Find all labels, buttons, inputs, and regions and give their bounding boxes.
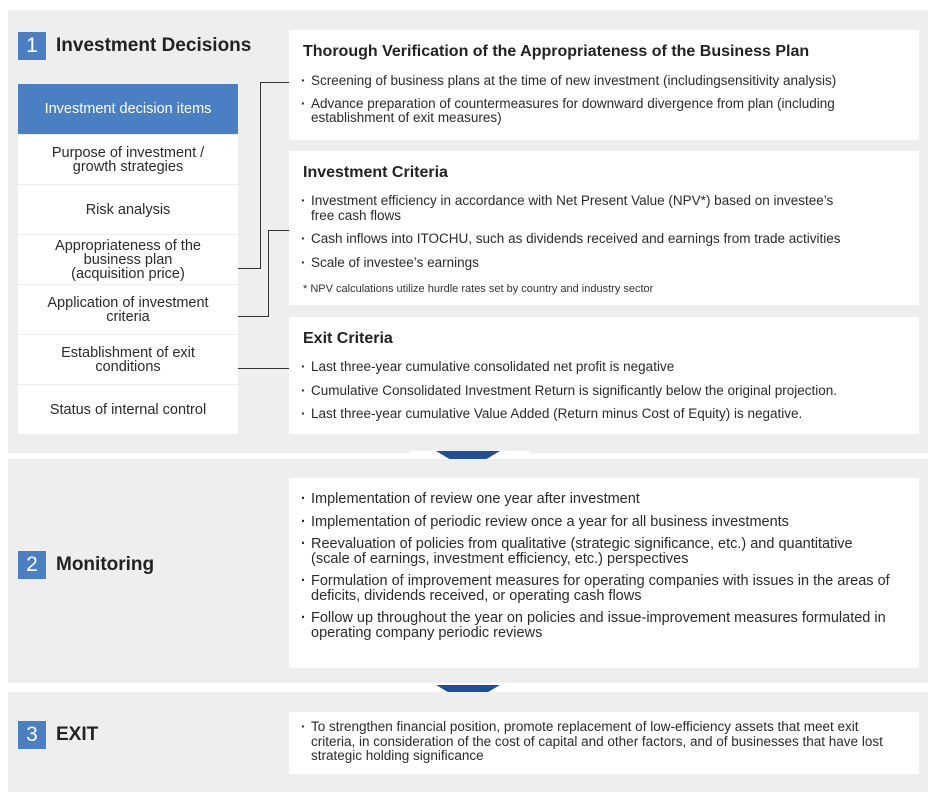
item-internal-control: Status of internal control [18, 385, 238, 434]
section-3-title [18, 721, 98, 749]
exit-criteria-box [289, 317, 919, 434]
list-item: · Investment efficiency in accordance with Net Present Value (NPV*) based on investee’s free cash flows [301, 194, 911, 223]
list-item: · Scale of investee’s earnings [301, 256, 911, 271]
connector-criteria-h1 [238, 316, 268, 317]
connector-criteria-v [268, 230, 269, 317]
connector-criteria-h2 [268, 230, 289, 231]
list-item: · Implementation of review one year after investment [301, 492, 891, 507]
business-plan-box [289, 30, 919, 140]
list-item: · Last three-year cumulative consolidated net profit is negative [301, 360, 911, 375]
section-2-title [18, 551, 154, 579]
business-plan-list [301, 74, 911, 126]
section-1-label: Investment Decisions [56, 35, 252, 56]
business-plan-title: Thorough Verification of the Appropriateness of the Business Plan [303, 43, 810, 60]
connector-plan-h1 [238, 268, 260, 269]
exit-list [301, 720, 899, 764]
exit-criteria-title: Exit Criteria [303, 330, 393, 347]
section-3-number: 3 [18, 721, 46, 749]
list-item: · Advance preparation of countermeasures for downward divergence from plan (including establishment of exit measures) [301, 97, 911, 126]
item-exit-conditions: Establishment of exit conditions [18, 335, 238, 384]
list-item: · To strengthen financial position, promote replacement of low-efficiency assets that meet exit criteria, in consideration of the cost of capital and other factors, and of businesses that have lost strategic holding significance [301, 720, 899, 764]
section-3-label: EXIT [56, 724, 99, 745]
investment-criteria-box [289, 151, 919, 305]
section-1-number: 1 [18, 32, 46, 60]
investment-criteria-list [301, 194, 911, 270]
item-risk-analysis: Risk analysis [18, 185, 238, 234]
connector-plan-h2 [260, 82, 289, 83]
monitoring-box [289, 478, 919, 668]
list-item: · Reevaluation of policies from qualitative (strategic significance, etc.) and quantitative (scale of earnings, investment efficiency, etc.) perspectives [301, 537, 891, 566]
list-item: · Implementation of periodic review once a year for all business investments [301, 515, 891, 530]
list-item: · Last three-year cumulative Value Added (Return minus Cost of Equity) is negative. [301, 407, 911, 422]
item-investment-criteria: Application of investment criteria [18, 285, 238, 334]
decision-items-header: Investment decision items [18, 84, 238, 134]
exit-box [289, 712, 919, 774]
list-item: · Screening of business plans at the time of new investment (includingsensitivity analysis) [301, 74, 911, 89]
section-2-label: Monitoring [56, 554, 155, 575]
npv-footnote: * NPV calculations utilize hurdle rates set by country and industry sector [303, 283, 654, 295]
section-1-title [18, 32, 251, 60]
monitoring-list [301, 492, 891, 640]
list-item: · Follow up throughout the year on policies and issue-improvement measures formulated in operating company periodic reviews [301, 611, 891, 640]
list-item: · Formulation of improvement measures for operating companies with issues in the areas of deficits, dividends received, or operating cash flows [301, 574, 891, 603]
list-item: · Cash inflows into ITOCHU, such as dividends received and earnings from trade activities [301, 232, 911, 247]
section-2-number: 2 [18, 551, 46, 579]
item-business-plan: Appropriateness of the business plan (acquisition price) [18, 235, 238, 284]
investment-criteria-title: Investment Criteria [303, 164, 448, 181]
exit-criteria-list [301, 360, 911, 422]
connector-plan-v [260, 82, 261, 269]
list-item: · Cumulative Consolidated Investment Return is significantly below the original projection. [301, 384, 911, 399]
item-purpose: Purpose of investment / growth strategies [18, 135, 238, 184]
connector-exit-h [238, 368, 289, 369]
